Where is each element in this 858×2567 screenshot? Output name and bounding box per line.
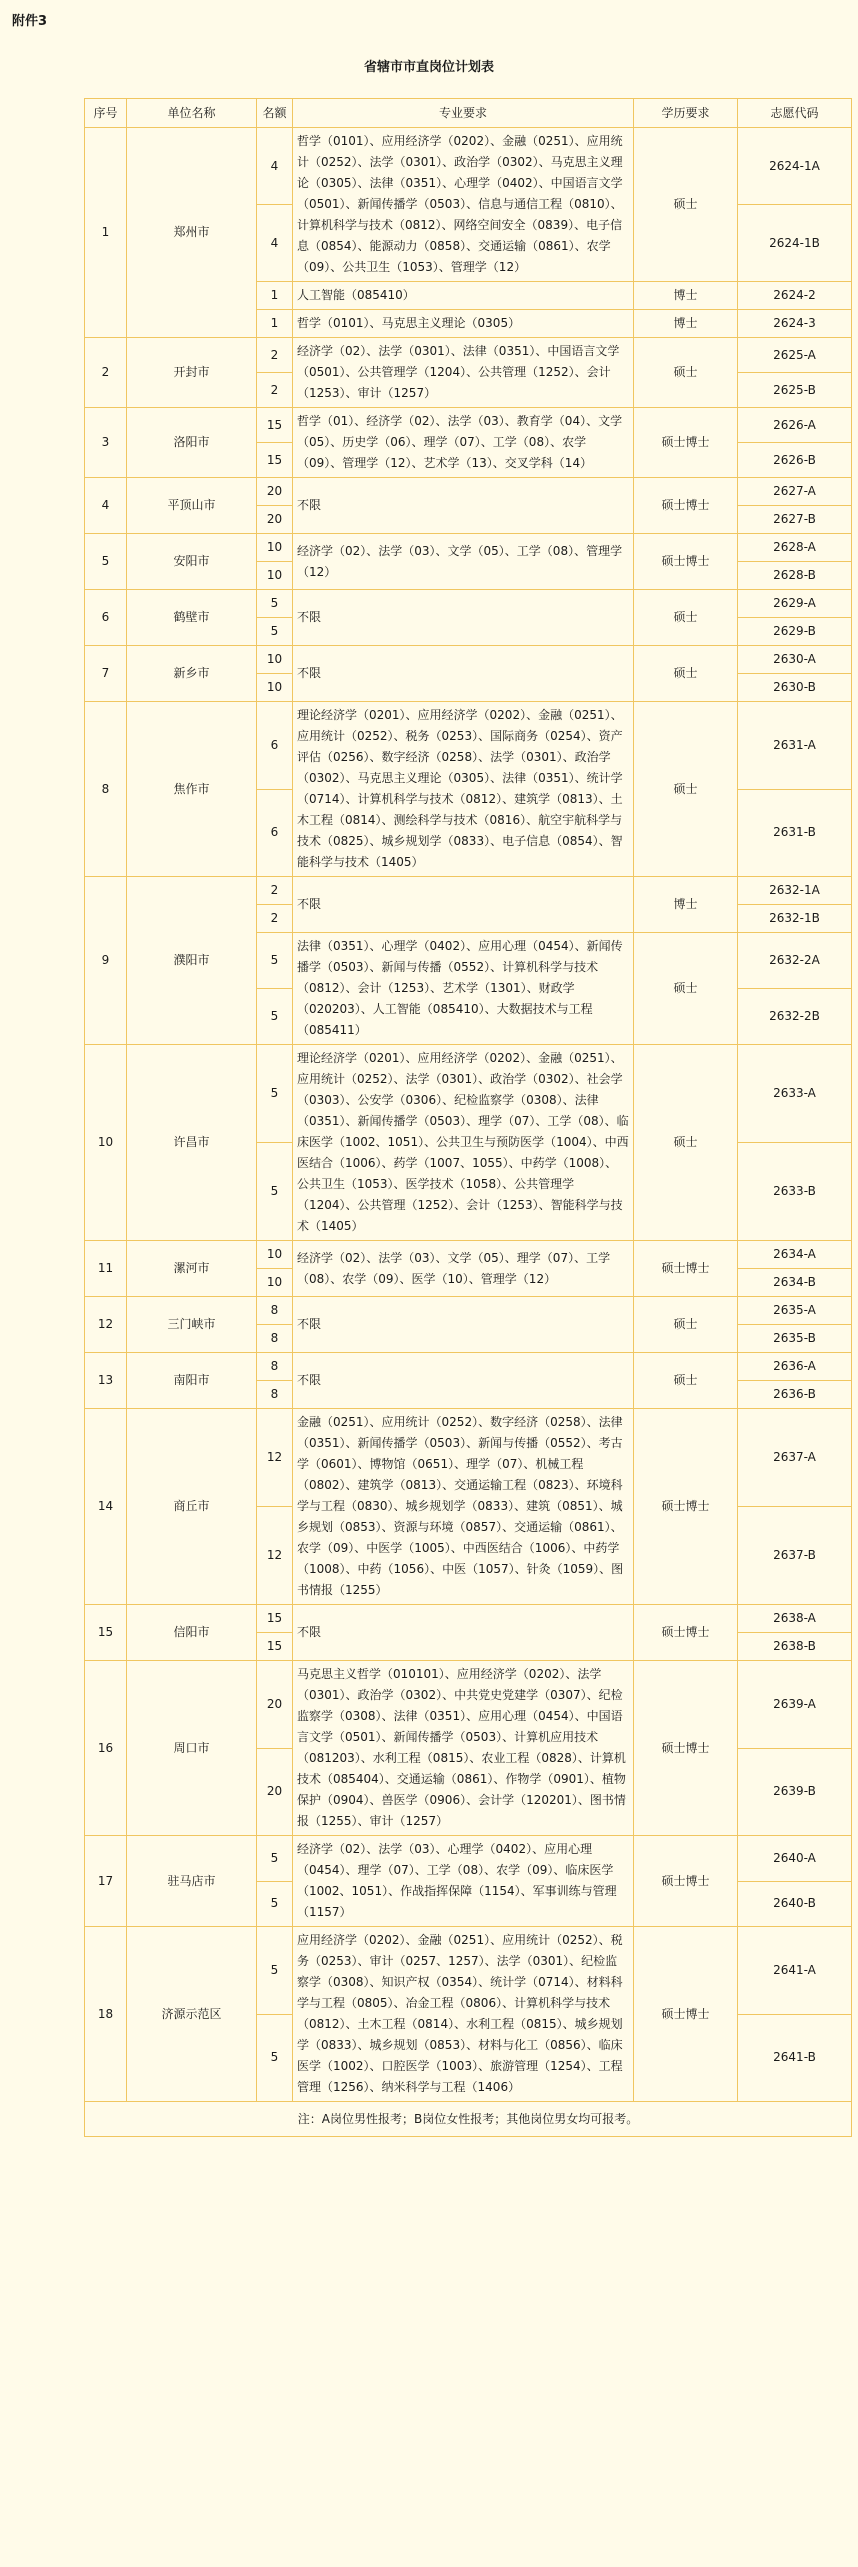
degree-requirement: 硕士 — [634, 590, 738, 646]
row-number: 15 — [85, 1605, 127, 1661]
row-number: 12 — [85, 1297, 127, 1353]
row-number: 2 — [85, 338, 127, 408]
table-row — [85, 1241, 852, 1269]
position-count: 5 — [257, 1881, 293, 1927]
position-count: 5 — [257, 933, 293, 989]
unit-name: 焦作市 — [127, 702, 257, 877]
header-count: 名额 — [257, 99, 293, 128]
unit-name: 郑州市 — [127, 128, 257, 338]
unit-name: 济源示范区 — [127, 1927, 257, 2102]
application-code: 2625-A — [738, 338, 852, 373]
position-count: 5 — [257, 590, 293, 618]
position-count: 2 — [257, 373, 293, 408]
application-code: 2634-B — [738, 1269, 852, 1297]
position-count: 5 — [257, 1143, 293, 1241]
table-row — [85, 1409, 852, 1507]
table-row — [85, 1045, 852, 1143]
application-code: 2633-A — [738, 1045, 852, 1143]
position-count: 4 — [257, 128, 293, 205]
position-count: 5 — [257, 1927, 293, 2015]
position-count: 2 — [257, 338, 293, 373]
row-number: 18 — [85, 1927, 127, 2102]
major-requirements: 金融（0251）、应用统计（0252）、数字经济（0258）、法律（0351）、新闻传播学（0503）、新闻与传播（0552）、考古学（0601）、博物馆（0651）、理学（07）、机械工程（0802）、建筑学（0813）、交通运输工程（0823）、环境科学与工程（0830）、城乡规划学（0833）、建筑（0851）、城乡规划（0853）、资源与环境（0857）、交通运输（0861）、农学（09）、中医学（1005）、中西医结合（1006）、中药学（1008）、中药（1056）、中医（1057）、针灸（1059）、图书情报（1255） — [293, 1409, 634, 1605]
position-count: 10 — [257, 534, 293, 562]
position-count: 15 — [257, 443, 293, 478]
major-requirements: 法律（0351）、心理学（0402）、应用心理（0454）、新闻传播学（0503）、新闻与传播（0552）、计算机科学与技术（0812）、会计（1253）、艺术学（1301）、财政学（020203）、人工智能（085410）、大数据技术与工程（085411） — [293, 933, 634, 1045]
unit-name: 濮阳市 — [127, 877, 257, 1045]
position-count: 10 — [257, 674, 293, 702]
row-number: 5 — [85, 534, 127, 590]
table-row — [85, 408, 852, 443]
unit-name: 新乡市 — [127, 646, 257, 702]
position-count: 8 — [257, 1353, 293, 1381]
application-code: 2641-A — [738, 1927, 852, 2015]
position-count: 8 — [257, 1325, 293, 1353]
unit-name: 鹤壁市 — [127, 590, 257, 646]
major-requirements: 哲学（01）、经济学（02）、法学（03）、教育学（04）、文学（05）、历史学（06）、理学（07）、工学（08）、农学（09）、管理学（12）、艺术学（13）、交叉学科（14） — [293, 408, 634, 478]
application-code: 2637-B — [738, 1507, 852, 1605]
application-code: 2640-B — [738, 1881, 852, 1927]
application-code: 2638-B — [738, 1633, 852, 1661]
position-count: 20 — [257, 1661, 293, 1749]
application-code: 2630-B — [738, 674, 852, 702]
note-text: 注：A岗位男性报考；B岗位女性报考；其他岗位男女均可报考。 — [85, 2102, 852, 2137]
application-code: 2632-1B — [738, 905, 852, 933]
application-code: 2633-B — [738, 1143, 852, 1241]
position-count: 10 — [257, 1241, 293, 1269]
table-row — [85, 478, 852, 506]
major-requirements: 人工智能（085410） — [293, 282, 634, 310]
application-code: 2635-A — [738, 1297, 852, 1325]
header-unit: 单位名称 — [127, 99, 257, 128]
degree-requirement: 硕士博士 — [634, 408, 738, 478]
application-code: 2631-B — [738, 789, 852, 877]
position-count: 15 — [257, 408, 293, 443]
table-row — [85, 1661, 852, 1749]
unit-name: 洛阳市 — [127, 408, 257, 478]
row-number: 8 — [85, 702, 127, 877]
unit-name: 安阳市 — [127, 534, 257, 590]
row-number: 17 — [85, 1836, 127, 1927]
document-title: 省辖市市直岗位计划表 — [363, 60, 494, 75]
position-count: 8 — [257, 1381, 293, 1409]
application-code: 2639-A — [738, 1661, 852, 1749]
major-requirements: 经济学（02）、法学（0301）、法律（0351）、中国语言文学（0501）、公共管理学（1204）、公共管理（1252）、会计（1253）、审计（1257） — [293, 338, 634, 408]
header-no: 序号 — [85, 99, 127, 128]
degree-requirement: 博士 — [634, 310, 738, 338]
major-requirements: 不限 — [293, 877, 634, 933]
row-number: 1 — [85, 128, 127, 338]
unit-name: 漯河市 — [127, 1241, 257, 1297]
degree-requirement: 硕士博士 — [634, 1927, 738, 2102]
application-code: 2636-A — [738, 1353, 852, 1381]
position-count: 20 — [257, 506, 293, 534]
position-count: 20 — [257, 478, 293, 506]
position-count: 5 — [257, 2014, 293, 2102]
application-code: 2632-2B — [738, 989, 852, 1045]
position-count: 5 — [257, 989, 293, 1045]
major-requirements: 哲学（0101）、马克思主义理论（0305） — [293, 310, 634, 338]
application-code: 2636-B — [738, 1381, 852, 1409]
row-number: 3 — [85, 408, 127, 478]
table-row — [85, 338, 852, 373]
position-count: 20 — [257, 1748, 293, 1836]
table-row — [85, 646, 852, 674]
major-requirements: 不限 — [293, 646, 634, 702]
position-count: 2 — [257, 905, 293, 933]
table-row — [85, 1353, 852, 1381]
major-requirements: 经济学（02）、法学（03）、心理学（0402）、应用心理（0454）、理学（07）、工学（08）、农学（09）、临床医学（1002、1051）、作战指挥保障（1154）、军事训练与管理（1157） — [293, 1836, 634, 1927]
row-number: 13 — [85, 1353, 127, 1409]
application-code: 2639-B — [738, 1748, 852, 1836]
degree-requirement: 硕士博士 — [634, 534, 738, 590]
position-count: 6 — [257, 789, 293, 877]
unit-name: 平顶山市 — [127, 478, 257, 534]
position-count: 1 — [257, 282, 293, 310]
note-row — [85, 2102, 852, 2137]
degree-requirement: 硕士 — [634, 933, 738, 1045]
application-code: 2631-A — [738, 702, 852, 790]
row-number: 16 — [85, 1661, 127, 1836]
degree-requirement: 硕士博士 — [634, 1605, 738, 1661]
header-majors: 专业要求 — [293, 99, 634, 128]
application-code: 2625-B — [738, 373, 852, 408]
position-count: 5 — [257, 1836, 293, 1882]
position-count: 5 — [257, 1045, 293, 1143]
major-requirements: 不限 — [293, 590, 634, 646]
application-code: 2640-A — [738, 1836, 852, 1882]
position-count: 15 — [257, 1633, 293, 1661]
degree-requirement: 硕士博士 — [634, 1241, 738, 1297]
degree-requirement: 博士 — [634, 877, 738, 933]
row-number: 11 — [85, 1241, 127, 1297]
table-row — [85, 534, 852, 562]
major-requirements: 马克思主义哲学（010101）、应用经济学（0202）、法学（0301）、政治学（0302）、中共党史党建学（0307）、纪检监察学（0308）、法律（0351）、应用心理（0454）、中国语言文学（0501）、新闻传播学（0503）、计算机应用技术（081203）、水利工程（0815）、农业工程（0828）、计算机技术（085404）、交通运输（0861）、作物学（0901）、植物保护（0904）、兽医学（0906）、会计学（120201）、图书情报（1255）、审计（1257） — [293, 1661, 634, 1836]
application-code: 2632-2A — [738, 933, 852, 989]
table-row — [85, 1836, 852, 1882]
plan-table — [84, 98, 852, 2137]
application-code: 2624-1B — [738, 205, 852, 282]
unit-name: 商丘市 — [127, 1409, 257, 1605]
major-requirements: 不限 — [293, 478, 634, 534]
degree-requirement: 硕士 — [634, 1045, 738, 1241]
table-row — [85, 877, 852, 905]
table-header-row — [85, 99, 852, 128]
header-degree: 学历要求 — [634, 99, 738, 128]
application-code: 2626-B — [738, 443, 852, 478]
application-code: 2628-A — [738, 534, 852, 562]
position-count: 2 — [257, 877, 293, 905]
position-count: 10 — [257, 562, 293, 590]
table-body — [85, 128, 852, 2102]
degree-requirement: 硕士 — [634, 702, 738, 877]
position-count: 15 — [257, 1605, 293, 1633]
row-number: 9 — [85, 877, 127, 1045]
position-count: 10 — [257, 1269, 293, 1297]
table-row — [85, 1605, 852, 1633]
application-code: 2627-B — [738, 506, 852, 534]
degree-requirement: 硕士博士 — [634, 478, 738, 534]
table-row — [85, 128, 852, 205]
degree-requirement: 硕士 — [634, 128, 738, 282]
row-number: 14 — [85, 1409, 127, 1605]
major-requirements: 不限 — [293, 1297, 634, 1353]
degree-requirement: 硕士博士 — [634, 1409, 738, 1605]
major-requirements: 经济学（02）、法学（03）、文学（05）、工学（08）、管理学（12） — [293, 534, 634, 590]
application-code: 2632-1A — [738, 877, 852, 905]
row-number: 6 — [85, 590, 127, 646]
application-code: 2629-A — [738, 590, 852, 618]
unit-name: 开封市 — [127, 338, 257, 408]
position-count: 5 — [257, 618, 293, 646]
application-code: 2624-1A — [738, 128, 852, 205]
position-count: 12 — [257, 1409, 293, 1507]
degree-requirement: 硕士博士 — [634, 1836, 738, 1927]
unit-name: 三门峡市 — [127, 1297, 257, 1353]
major-requirements: 哲学（0101）、应用经济学（0202）、金融（0251）、应用统计（0252）、法学（0301）、政治学（0302）、马克思主义理论（0305）、法律（0351）、心理学（0402）、中国语言文学（0501）、新闻传播学（0503）、信息与通信工程（0810）、计算机科学与技术（0812）、网络空间安全（0839）、电子信息（0854）、能源动力（0858）、交通运输（0861）、农学（09）、公共卫生（1053）、管理学（12） — [293, 128, 634, 282]
table-row — [85, 590, 852, 618]
unit-name: 许昌市 — [127, 1045, 257, 1241]
degree-requirement: 博士 — [634, 282, 738, 310]
major-requirements: 理论经济学（0201）、应用经济学（0202）、金融（0251）、应用统计（0252）、税务（0253）、国际商务（0254）、资产评估（0256）、数字经济（0258）、法学（0301）、政治学（0302）、马克思主义理论（0305）、法律（0351）、统计学（0714）、计算机科学与技术（0812）、建筑学（0813）、土木工程（0814）、测绘科学与技术（0816）、航空宇航科学与技术（0825）、城乡规划学（0833）、电子信息（0854）、智能科学与技术（1405） — [293, 702, 634, 877]
row-number: 10 — [85, 1045, 127, 1241]
application-code: 2634-A — [738, 1241, 852, 1269]
unit-name: 信阳市 — [127, 1605, 257, 1661]
application-code: 2626-A — [738, 408, 852, 443]
row-number: 4 — [85, 478, 127, 534]
table-row — [85, 1927, 852, 2015]
application-code: 2629-B — [738, 618, 852, 646]
table-row — [85, 1297, 852, 1325]
header-code: 志愿代码 — [738, 99, 852, 128]
major-requirements: 不限 — [293, 1605, 634, 1661]
table-row — [85, 702, 852, 790]
application-code: 2637-A — [738, 1409, 852, 1507]
application-code: 2635-B — [738, 1325, 852, 1353]
application-code: 2627-A — [738, 478, 852, 506]
unit-name: 南阳市 — [127, 1353, 257, 1409]
major-requirements: 不限 — [293, 1353, 634, 1409]
degree-requirement: 硕士 — [634, 338, 738, 408]
row-number: 7 — [85, 646, 127, 702]
position-count: 8 — [257, 1297, 293, 1325]
unit-name: 周口市 — [127, 1661, 257, 1836]
major-requirements: 理论经济学（0201）、应用经济学（0202）、金融（0251）、应用统计（0252）、法学（0301）、政治学（0302）、社会学（0303）、公安学（0306）、纪检监察学（0308）、法律（0351）、新闻传播学（0503）、理学（07）、工学（08）、临床医学（1002、1051）、公共卫生与预防医学（1004）、中西医结合（1006）、药学（1007、1055）、中药学（1008）、公共卫生（1053）、医学技术（1058）、公共管理学（1204）、公共管理（1252）、会计（1253）、智能科学与技术（1405） — [293, 1045, 634, 1241]
application-code: 2641-B — [738, 2014, 852, 2102]
unit-name: 驻马店市 — [127, 1836, 257, 1927]
degree-requirement: 硕士博士 — [634, 1661, 738, 1836]
application-code: 2624-2 — [738, 282, 852, 310]
position-count: 12 — [257, 1507, 293, 1605]
degree-requirement: 硕士 — [634, 646, 738, 702]
position-count: 10 — [257, 646, 293, 674]
degree-requirement: 硕士 — [634, 1297, 738, 1353]
position-count: 1 — [257, 310, 293, 338]
major-requirements: 应用经济学（0202）、金融（0251）、应用统计（0252）、税务（0253）、审计（0257、1257）、法学（0301）、纪检监察学（0308）、知识产权（0354）、统计学（0714）、材料科学与工程（0805）、冶金工程（0806）、计算机科学与技术（0812）、土木工程（0814）、水利工程（0815）、城乡规划学（0833）、城乡规划（0853）、材料与化工（0856）、临床医学（1002）、口腔医学（1003）、旅游管理（1254）、工程管理（1256）、纳米科学与工程（1406） — [293, 1927, 634, 2102]
application-code: 2630-A — [738, 646, 852, 674]
position-count: 4 — [257, 205, 293, 282]
application-code: 2628-B — [738, 562, 852, 590]
application-code: 2638-A — [738, 1605, 852, 1633]
degree-requirement: 硕士 — [634, 1353, 738, 1409]
position-count: 6 — [257, 702, 293, 790]
attachment-label: 附件3 — [12, 14, 48, 29]
major-requirements: 经济学（02）、法学（03）、文学（05）、理学（07）、工学（08）、农学（09）、医学（10）、管理学（12） — [293, 1241, 634, 1297]
application-code: 2624-3 — [738, 310, 852, 338]
